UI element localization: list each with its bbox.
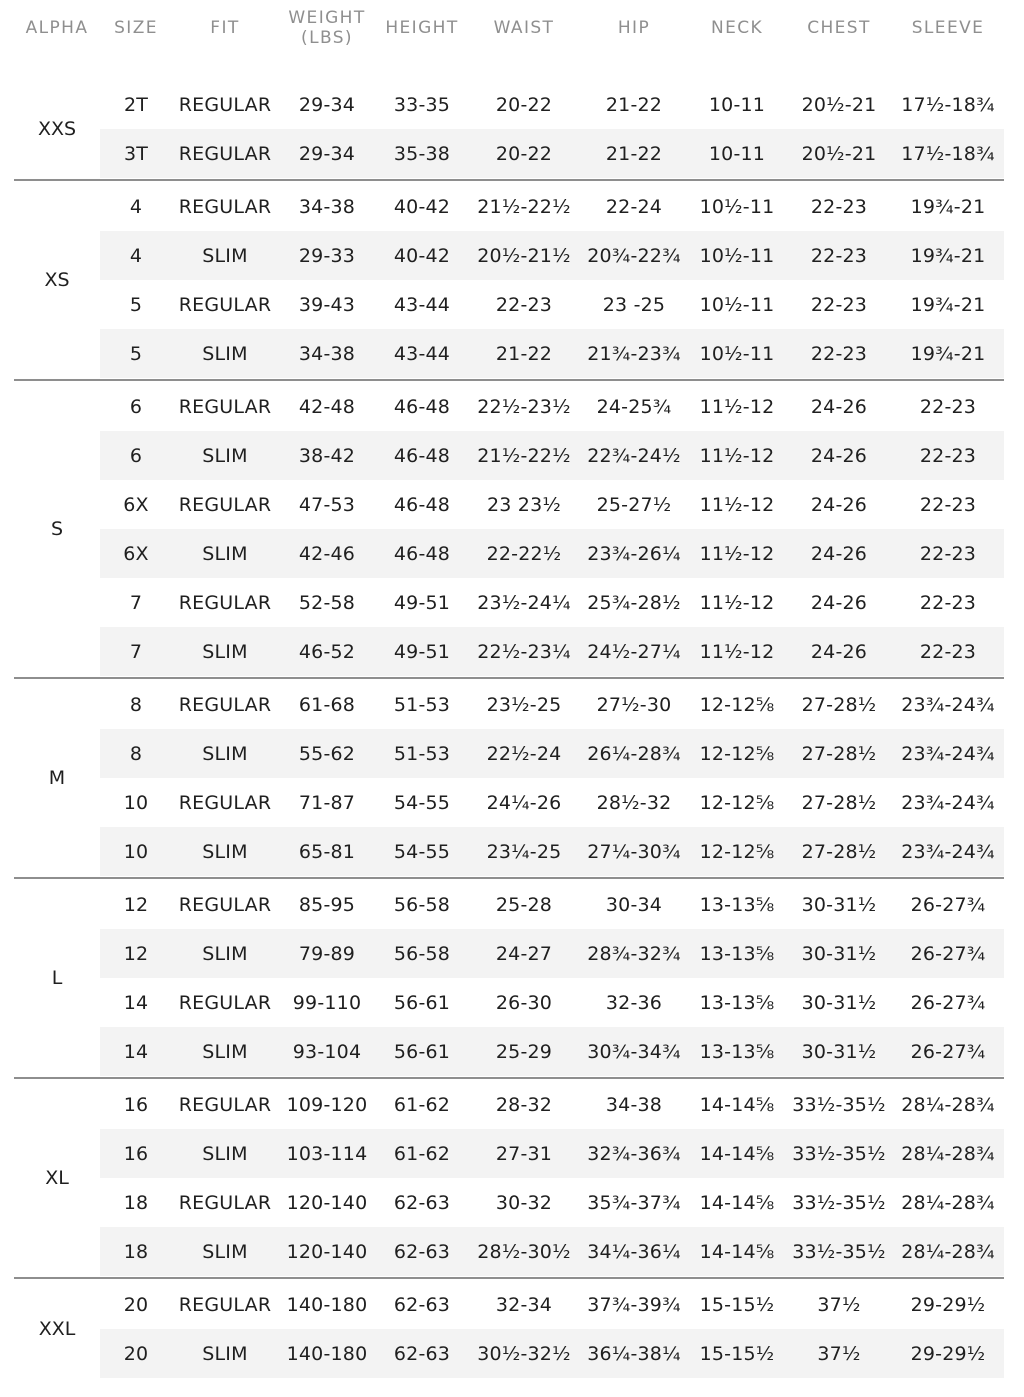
size-cell: 4 bbox=[129, 244, 143, 267]
chest-cell: 20½-21 bbox=[801, 93, 877, 116]
sleeve-cell: 29-29½ bbox=[910, 1293, 986, 1316]
height-cell: 49-51 bbox=[393, 640, 451, 663]
neck-cell: 14-14⅝ bbox=[699, 1191, 775, 1214]
fit-cell: SLIM bbox=[202, 1040, 248, 1063]
neck-cell: 15-15½ bbox=[699, 1342, 775, 1365]
size-cell: 20 bbox=[123, 1342, 149, 1365]
hip-cell: 32¾-36¾ bbox=[587, 1142, 681, 1165]
size-group bbox=[0, 1280, 1024, 1378]
waist-cell: 22-23 bbox=[495, 293, 553, 316]
weight-cell: 29-34 bbox=[298, 142, 356, 165]
hip-cell: 20¾-22¾ bbox=[587, 244, 681, 267]
neck-cell: 11½-12 bbox=[699, 444, 775, 467]
size-cell: 16 bbox=[123, 1093, 149, 1116]
fit-cell: SLIM bbox=[202, 1342, 248, 1365]
fit-cell: SLIM bbox=[202, 840, 248, 863]
weight-cell: 85-95 bbox=[298, 893, 356, 916]
header-alpha: ALPHA bbox=[25, 18, 89, 38]
size-group bbox=[0, 182, 1024, 378]
table-row bbox=[100, 431, 1004, 480]
chest-cell: 22-23 bbox=[810, 244, 868, 267]
height-cell: 54-55 bbox=[393, 840, 451, 863]
waist-cell: 26-30 bbox=[495, 991, 553, 1014]
size-cell: 20 bbox=[123, 1293, 149, 1316]
group-divider bbox=[14, 379, 1004, 381]
size-cell: 18 bbox=[123, 1240, 149, 1263]
fit-cell: REGULAR bbox=[178, 1093, 272, 1116]
header-weight: WEIGHT (LBS) bbox=[288, 8, 366, 48]
table-row bbox=[100, 382, 1004, 431]
hip-cell: 23 -25 bbox=[602, 293, 666, 316]
weight-cell: 55-62 bbox=[298, 742, 356, 765]
weight-cell: 140-180 bbox=[286, 1293, 368, 1316]
chest-cell: 37½ bbox=[817, 1293, 861, 1316]
waist-cell: 23 23½ bbox=[486, 493, 561, 516]
sleeve-cell: 17½-18¾ bbox=[901, 93, 995, 116]
neck-cell: 12-12⅝ bbox=[699, 742, 775, 765]
fit-cell: REGULAR bbox=[178, 791, 272, 814]
weight-cell: 42-48 bbox=[298, 395, 356, 418]
neck-cell: 15-15½ bbox=[699, 1293, 775, 1316]
neck-cell: 13-13⅝ bbox=[699, 991, 775, 1014]
sleeve-cell: 19¾-21 bbox=[910, 293, 986, 316]
table-row bbox=[100, 480, 1004, 529]
fit-cell: SLIM bbox=[202, 342, 248, 365]
alpha-size-label: XXS bbox=[37, 118, 77, 140]
neck-cell: 14-14⅝ bbox=[699, 1240, 775, 1263]
weight-cell: 39-43 bbox=[298, 293, 356, 316]
fit-cell: REGULAR bbox=[178, 195, 272, 218]
waist-cell: 28-32 bbox=[495, 1093, 553, 1116]
alpha-size-label: XS bbox=[44, 269, 70, 291]
weight-cell: 61-68 bbox=[298, 693, 356, 716]
sleeve-cell: 17½-18¾ bbox=[901, 142, 995, 165]
header-height: HEIGHT bbox=[385, 18, 459, 38]
sleeve-cell: 26-27¾ bbox=[910, 1040, 986, 1063]
neck-cell: 10½-11 bbox=[699, 293, 775, 316]
height-cell: 61-62 bbox=[393, 1093, 451, 1116]
waist-cell: 23¼-25 bbox=[486, 840, 562, 863]
neck-cell: 10½-11 bbox=[699, 244, 775, 267]
hip-cell: 30-34 bbox=[605, 893, 663, 916]
height-cell: 33-35 bbox=[393, 93, 451, 116]
waist-cell: 32-34 bbox=[495, 1293, 553, 1316]
height-cell: 62-63 bbox=[393, 1191, 451, 1214]
size-chart-header bbox=[0, 0, 1024, 60]
chest-cell: 24-26 bbox=[810, 395, 868, 418]
alpha-size-label: S bbox=[50, 518, 64, 540]
hip-cell: 32-36 bbox=[605, 991, 663, 1014]
waist-cell: 22½-24 bbox=[486, 742, 562, 765]
header-size: SIZE bbox=[114, 18, 158, 38]
table-row bbox=[100, 627, 1004, 676]
neck-cell: 10-11 bbox=[708, 142, 766, 165]
waist-cell: 22½-23½ bbox=[477, 395, 571, 418]
header-chest: CHEST bbox=[807, 18, 871, 38]
alpha-size-label: M bbox=[48, 767, 66, 789]
hip-cell: 28½-32 bbox=[596, 791, 672, 814]
fit-cell: REGULAR bbox=[178, 293, 272, 316]
waist-cell: 20-22 bbox=[495, 93, 553, 116]
hip-cell: 24-25¾ bbox=[596, 395, 672, 418]
waist-cell: 30½-32½ bbox=[477, 1342, 571, 1365]
group-divider bbox=[14, 1277, 1004, 1279]
fit-cell: REGULAR bbox=[178, 893, 272, 916]
chest-cell: 30-31½ bbox=[801, 942, 877, 965]
size-cell: 6 bbox=[129, 395, 143, 418]
weight-cell: 38-42 bbox=[298, 444, 356, 467]
weight-cell: 99-110 bbox=[292, 991, 362, 1014]
sleeve-cell: 19¾-21 bbox=[910, 342, 986, 365]
size-group bbox=[0, 80, 1024, 178]
alpha-size-label: XL bbox=[45, 1167, 69, 1189]
height-cell: 40-42 bbox=[393, 195, 451, 218]
sleeve-cell: 22-23 bbox=[919, 640, 977, 663]
hip-cell: 27¼-30¾ bbox=[587, 840, 681, 863]
fit-cell: SLIM bbox=[202, 542, 248, 565]
alpha-size-label: L bbox=[51, 967, 63, 989]
chest-cell: 27-28½ bbox=[801, 742, 877, 765]
fit-cell: SLIM bbox=[202, 942, 248, 965]
sleeve-cell: 23¾-24¾ bbox=[901, 742, 995, 765]
size-cell: 8 bbox=[129, 693, 143, 716]
fit-cell: REGULAR bbox=[178, 693, 272, 716]
chest-cell: 24-26 bbox=[810, 542, 868, 565]
size-group bbox=[0, 1080, 1024, 1276]
size-cell: 2T bbox=[123, 93, 149, 116]
weight-cell: 109-120 bbox=[286, 1093, 368, 1116]
sleeve-cell: 28¼-28¾ bbox=[901, 1191, 995, 1214]
chest-cell: 30-31½ bbox=[801, 991, 877, 1014]
waist-cell: 25-29 bbox=[495, 1040, 553, 1063]
neck-cell: 12-12⅝ bbox=[699, 791, 775, 814]
fit-cell: REGULAR bbox=[178, 142, 272, 165]
height-cell: 46-48 bbox=[393, 395, 451, 418]
table-row bbox=[100, 280, 1004, 329]
table-row bbox=[100, 529, 1004, 578]
hip-cell: 36¼-38¼ bbox=[587, 1342, 681, 1365]
height-cell: 46-48 bbox=[393, 493, 451, 516]
chest-cell: 33½-35½ bbox=[792, 1191, 886, 1214]
table-row bbox=[100, 1227, 1004, 1276]
size-cell: 6X bbox=[123, 542, 149, 565]
size-cell: 10 bbox=[123, 791, 149, 814]
size-cell: 10 bbox=[123, 840, 149, 863]
fit-cell: REGULAR bbox=[178, 591, 272, 614]
size-cell: 6X bbox=[123, 493, 149, 516]
hip-cell: 34-38 bbox=[605, 1093, 663, 1116]
table-row bbox=[100, 1080, 1004, 1129]
sleeve-cell: 26-27¾ bbox=[910, 893, 986, 916]
sleeve-cell: 26-27¾ bbox=[910, 991, 986, 1014]
chest-cell: 22-23 bbox=[810, 342, 868, 365]
table-row bbox=[100, 329, 1004, 378]
hip-cell: 35¾-37¾ bbox=[587, 1191, 681, 1214]
height-cell: 51-53 bbox=[393, 693, 451, 716]
size-cell: 8 bbox=[129, 742, 143, 765]
sleeve-cell: 29-29½ bbox=[910, 1342, 986, 1365]
weight-cell: 29-33 bbox=[298, 244, 356, 267]
size-cell: 4 bbox=[129, 195, 143, 218]
chest-cell: 30-31½ bbox=[801, 1040, 877, 1063]
chest-cell: 22-23 bbox=[810, 195, 868, 218]
height-cell: 56-58 bbox=[393, 893, 451, 916]
hip-cell: 21-22 bbox=[605, 93, 663, 116]
chest-cell: 24-26 bbox=[810, 444, 868, 467]
hip-cell: 22-24 bbox=[605, 195, 663, 218]
size-cell: 7 bbox=[129, 640, 143, 663]
header-neck: NECK bbox=[710, 18, 764, 38]
chest-cell: 24-26 bbox=[810, 493, 868, 516]
size-cell: 12 bbox=[123, 893, 149, 916]
hip-cell: 21¾-23¾ bbox=[587, 342, 681, 365]
table-row bbox=[100, 929, 1004, 978]
size-group bbox=[0, 880, 1024, 1076]
weight-cell: 34-38 bbox=[298, 195, 356, 218]
weight-cell: 47-53 bbox=[298, 493, 356, 516]
height-cell: 46-48 bbox=[393, 444, 451, 467]
group-divider bbox=[14, 1077, 1004, 1079]
height-cell: 35-38 bbox=[393, 142, 451, 165]
neck-cell: 14-14⅝ bbox=[699, 1142, 775, 1165]
chest-cell: 33½-35½ bbox=[792, 1240, 886, 1263]
table-row bbox=[100, 1280, 1004, 1329]
table-row bbox=[100, 80, 1004, 129]
fit-cell: REGULAR bbox=[178, 1293, 272, 1316]
waist-cell: 27-31 bbox=[495, 1142, 553, 1165]
size-cell: 12 bbox=[123, 942, 149, 965]
size-cell: 14 bbox=[123, 1040, 149, 1063]
table-row bbox=[100, 1178, 1004, 1227]
weight-cell: 29-34 bbox=[298, 93, 356, 116]
chest-cell: 27-28½ bbox=[801, 693, 877, 716]
waist-cell: 22-22½ bbox=[486, 542, 562, 565]
sleeve-cell: 28¼-28¾ bbox=[901, 1093, 995, 1116]
height-cell: 61-62 bbox=[393, 1142, 451, 1165]
weight-cell: 93-104 bbox=[292, 1040, 362, 1063]
sleeve-cell: 28¼-28¾ bbox=[901, 1142, 995, 1165]
header-sleeve: SLEEVE bbox=[911, 18, 985, 38]
header-fit: FIT bbox=[210, 18, 240, 38]
weight-cell: 34-38 bbox=[298, 342, 356, 365]
group-divider bbox=[14, 677, 1004, 679]
fit-cell: REGULAR bbox=[178, 991, 272, 1014]
waist-cell: 28½-30½ bbox=[477, 1240, 571, 1263]
sleeve-cell: 28¼-28¾ bbox=[901, 1240, 995, 1263]
table-row bbox=[100, 880, 1004, 929]
sleeve-cell: 22-23 bbox=[919, 591, 977, 614]
sleeve-cell: 22-23 bbox=[919, 493, 977, 516]
hip-cell: 25¾-28½ bbox=[587, 591, 681, 614]
size-group bbox=[0, 382, 1024, 676]
table-row bbox=[100, 182, 1004, 231]
weight-cell: 140-180 bbox=[286, 1342, 368, 1365]
size-cell: 14 bbox=[123, 991, 149, 1014]
neck-cell: 10½-11 bbox=[699, 342, 775, 365]
weight-cell: 120-140 bbox=[286, 1240, 368, 1263]
waist-cell: 22½-23¼ bbox=[477, 640, 571, 663]
height-cell: 56-61 bbox=[393, 1040, 451, 1063]
size-cell: 7 bbox=[129, 591, 143, 614]
fit-cell: REGULAR bbox=[178, 493, 272, 516]
chest-cell: 27-28½ bbox=[801, 840, 877, 863]
fit-cell: SLIM bbox=[202, 244, 248, 267]
waist-cell: 21½-22½ bbox=[477, 195, 571, 218]
waist-cell: 24¼-26 bbox=[486, 791, 562, 814]
hip-cell: 28¾-32¾ bbox=[587, 942, 681, 965]
chest-cell: 37½ bbox=[817, 1342, 861, 1365]
chest-cell: 33½-35½ bbox=[792, 1093, 886, 1116]
fit-cell: REGULAR bbox=[178, 395, 272, 418]
chest-cell: 30-31½ bbox=[801, 893, 877, 916]
neck-cell: 12-12⅝ bbox=[699, 840, 775, 863]
hip-cell: 27½-30 bbox=[596, 693, 672, 716]
waist-cell: 20-22 bbox=[495, 142, 553, 165]
sleeve-cell: 23¾-24¾ bbox=[901, 840, 995, 863]
neck-cell: 13-13⅝ bbox=[699, 893, 775, 916]
sleeve-cell: 23¾-24¾ bbox=[901, 693, 995, 716]
fit-cell: REGULAR bbox=[178, 93, 272, 116]
alpha-size-label: XXL bbox=[38, 1318, 76, 1340]
size-cell: 5 bbox=[129, 342, 143, 365]
sleeve-cell: 26-27¾ bbox=[910, 942, 986, 965]
neck-cell: 10-11 bbox=[708, 93, 766, 116]
neck-cell: 13-13⅝ bbox=[699, 942, 775, 965]
weight-cell: 79-89 bbox=[298, 942, 356, 965]
height-cell: 56-61 bbox=[393, 991, 451, 1014]
table-row bbox=[100, 680, 1004, 729]
size-cell: 6 bbox=[129, 444, 143, 467]
table-row bbox=[100, 778, 1004, 827]
table-row bbox=[100, 231, 1004, 280]
waist-cell: 30-32 bbox=[495, 1191, 553, 1214]
weight-cell: 71-87 bbox=[298, 791, 356, 814]
height-cell: 51-53 bbox=[393, 742, 451, 765]
height-cell: 62-63 bbox=[393, 1240, 451, 1263]
weight-cell: 46-52 bbox=[298, 640, 356, 663]
height-cell: 62-63 bbox=[393, 1342, 451, 1365]
height-cell: 43-44 bbox=[393, 342, 451, 365]
table-row bbox=[100, 129, 1004, 178]
sleeve-cell: 23¾-24¾ bbox=[901, 791, 995, 814]
size-group bbox=[0, 680, 1024, 876]
height-cell: 46-48 bbox=[393, 542, 451, 565]
neck-cell: 11½-12 bbox=[699, 591, 775, 614]
neck-cell: 11½-12 bbox=[699, 493, 775, 516]
weight-cell: 42-46 bbox=[298, 542, 356, 565]
fit-cell: REGULAR bbox=[178, 1191, 272, 1214]
waist-cell: 21-22 bbox=[495, 342, 553, 365]
fit-cell: SLIM bbox=[202, 640, 248, 663]
weight-cell: 120-140 bbox=[286, 1191, 368, 1214]
size-cell: 5 bbox=[129, 293, 143, 316]
hip-cell: 22¾-24½ bbox=[587, 444, 681, 467]
sleeve-cell: 19¾-21 bbox=[910, 244, 986, 267]
chest-cell: 20½-21 bbox=[801, 142, 877, 165]
waist-cell: 23½-24¼ bbox=[477, 591, 571, 614]
hip-cell: 34¼-36¼ bbox=[587, 1240, 681, 1263]
neck-cell: 13-13⅝ bbox=[699, 1040, 775, 1063]
fit-cell: SLIM bbox=[202, 444, 248, 467]
table-row bbox=[100, 827, 1004, 876]
neck-cell: 11½-12 bbox=[699, 395, 775, 418]
height-cell: 54-55 bbox=[393, 791, 451, 814]
fit-cell: SLIM bbox=[202, 1240, 248, 1263]
waist-cell: 25-28 bbox=[495, 893, 553, 916]
group-divider bbox=[14, 179, 1004, 181]
header-hip: HIP bbox=[617, 18, 651, 38]
weight-cell: 52-58 bbox=[298, 591, 356, 614]
hip-cell: 37¾-39¾ bbox=[587, 1293, 681, 1316]
fit-cell: SLIM bbox=[202, 742, 248, 765]
table-row bbox=[100, 978, 1004, 1027]
height-cell: 56-58 bbox=[393, 942, 451, 965]
height-cell: 43-44 bbox=[393, 293, 451, 316]
waist-cell: 21½-22½ bbox=[477, 444, 571, 467]
neck-cell: 10½-11 bbox=[699, 195, 775, 218]
chest-cell: 24-26 bbox=[810, 591, 868, 614]
table-row bbox=[100, 1129, 1004, 1178]
chest-cell: 24-26 bbox=[810, 640, 868, 663]
waist-cell: 23½-25 bbox=[486, 693, 562, 716]
sleeve-cell: 22-23 bbox=[919, 542, 977, 565]
waist-cell: 24-27 bbox=[495, 942, 553, 965]
neck-cell: 11½-12 bbox=[699, 640, 775, 663]
hip-cell: 21-22 bbox=[605, 142, 663, 165]
hip-cell: 25-27½ bbox=[596, 493, 672, 516]
sleeve-cell: 22-23 bbox=[919, 395, 977, 418]
fit-cell: SLIM bbox=[202, 1142, 248, 1165]
waist-cell: 20½-21½ bbox=[477, 244, 571, 267]
sleeve-cell: 19¾-21 bbox=[910, 195, 986, 218]
hip-cell: 30¾-34¾ bbox=[587, 1040, 681, 1063]
height-cell: 62-63 bbox=[393, 1293, 451, 1316]
table-row bbox=[100, 578, 1004, 627]
hip-cell: 23¾-26¼ bbox=[587, 542, 681, 565]
hip-cell: 26¼-28¾ bbox=[587, 742, 681, 765]
height-cell: 40-42 bbox=[393, 244, 451, 267]
size-cell: 16 bbox=[123, 1142, 149, 1165]
size-cell: 3T bbox=[123, 142, 149, 165]
neck-cell: 11½-12 bbox=[699, 542, 775, 565]
header-waist: WAIST bbox=[493, 18, 555, 38]
group-divider bbox=[14, 877, 1004, 879]
hip-cell: 24½-27¼ bbox=[587, 640, 681, 663]
table-row bbox=[100, 729, 1004, 778]
chest-cell: 33½-35½ bbox=[792, 1142, 886, 1165]
chest-cell: 27-28½ bbox=[801, 791, 877, 814]
neck-cell: 12-12⅝ bbox=[699, 693, 775, 716]
table-row bbox=[100, 1027, 1004, 1076]
sleeve-cell: 22-23 bbox=[919, 444, 977, 467]
neck-cell: 14-14⅝ bbox=[699, 1093, 775, 1116]
weight-cell: 103-114 bbox=[286, 1142, 368, 1165]
weight-cell: 65-81 bbox=[298, 840, 356, 863]
table-row bbox=[100, 1329, 1004, 1378]
height-cell: 49-51 bbox=[393, 591, 451, 614]
size-cell: 18 bbox=[123, 1191, 149, 1214]
chest-cell: 22-23 bbox=[810, 293, 868, 316]
